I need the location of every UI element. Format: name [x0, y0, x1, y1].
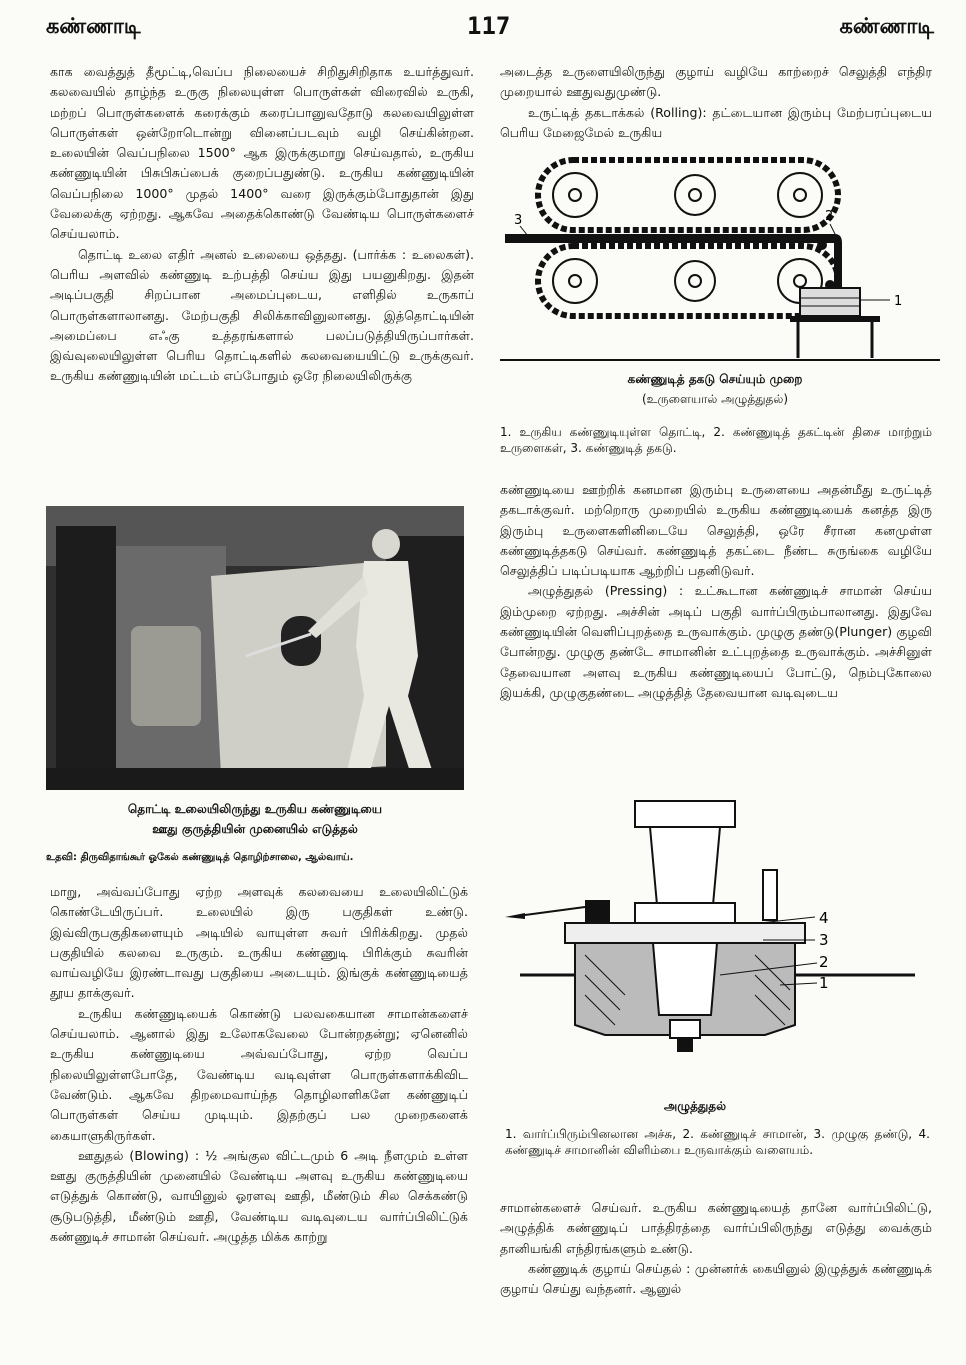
right-column-bottom	[500, 1198, 932, 1299]
furnace-photo	[46, 506, 464, 790]
rolling-caption: கண்ணுடித் தகடு செய்யும் முறை	[627, 372, 803, 386]
running-head-right: கண்ணாடி	[839, 14, 934, 38]
pressing-diagram	[505, 795, 935, 1085]
photo-caption-line2: ஊது குருத்தியின் முனையில் எடுத்தல்	[152, 822, 358, 836]
right-column-middle	[500, 480, 932, 703]
page-number: 117	[467, 12, 511, 40]
furnace-photo-illustration	[46, 506, 464, 790]
running-head-left: கண்ணாடி	[46, 14, 141, 38]
left-column-top	[50, 62, 474, 387]
paragraph: உருகிய கண்ணுடியைக் கொண்டு பலவகையான சாமான்களைச் செய்யலாம். ஆனால் இது உலோகவேலை போன்றதன்று; ஏனெனில் உருகிய கண்ணுடியை அவ்வப்போது, ஏற்ற வெப்ப நிலையிலுள்ளபோதே, வேண்டிய வடிவுள்ள பொருள்களாக்கிவிட வேண்டும். ஆகவே திறமைவாய்ந்த தொழிலாளிகளே கண்ணுடிப் பொருள்கள் செய்ய முடியும். இதற்குப் பல முறைகளைக் கையாளுகிருர்கள்.	[50, 1005, 468, 1143]
pressing-legend: 1. வார்ப்பிரும்பினலான அச்சு, 2. கண்ணுடிச் சாமான், 3. முழுகு தண்டு, 4. கண்ணுடிச் சாமானின் விளிம்பை உருவாக்கும் வளையம்.	[505, 1127, 930, 1157]
paragraph: காக வைத்துத் தீமூட்டி,வெப்ப நிலையைச் சிறிதுசிறிதாக உயர்த்துவர். கலவையில் தாழ்ந்த உருகு நிலையுள்ள பொருள்கள் விரைவில் உருகி, மற்றப் பொருள்களைக் கரைக்கும் கரைப்பானுவதோடு கலவையிலுள்ள பொருள்கள் ஒன்றோடொன்று வினைப்படவும் வழி செய்கின்றன. உலையின் வெப்பநிலை 1500° ஆக இருக்குமாறு செய்வதால், உருகிய கண்ணுடியின் பிசுபிசுப்பைக் குறைப்பதுண்டு. உருகிய கண்ணுடியின் வெப்பநிலை 1000° முதல் 1400° வரை இருக்கும்போதுதான் இது வேலைக்கு ஏற்றது. ஆகவே அதைக்கொண்டு வேண்டிய பொருள்களைச் செய்யலாம்.	[50, 64, 474, 242]
rolling-caption-sub: (உருளையால் அழுத்துதல்)	[641, 392, 789, 406]
paragraph: உருட்டித் தகடாக்கல் (Rolling): தட்டையான இரும்பு மேற்பரப்புடைய பெரிய மேஜைமேல் உருகிய	[500, 104, 932, 140]
pressing-label-3: 3	[819, 931, 829, 949]
paragraph: ஊதுதல் (Blowing) : ½ அங்குல விட்டமும் 6 அடி நீளமும் உள்ள ஊது குருத்தியின் முனையில் வேண்டிய அளவு உருகிய கண்ணுடியை எடுத்துக் கொண்டு, வாயினுல் ஓரளவு ஊதி, மீண்டும் சில செக்கண்டு சூடுபடுத்தி, மீண்டும் ஊதி, வேண்டிய வடிவுடைய வார்ப்பிலிட்டுக் கண்ணுடிச் சாமான் செய்வர். அழுத்த மிக்க காற்று	[50, 1147, 468, 1245]
photo-credit: உதவி: திருவிதாங்கூர் ஓகேல் கண்ணுடித் தொழிற்சாலை, ஆல்வாய்.	[46, 852, 354, 863]
rolling-diagram	[500, 148, 940, 363]
paragraph: அடைத்த உருளையிலிருந்து குழாய் வழியே காற்றைச் செலுத்தி எந்திர முறையால் ஊதுவதுமுண்டு.	[500, 64, 932, 100]
pressing-label-2: 2	[819, 953, 829, 971]
paragraph: கண்ணுடிக் குழாய் செய்தல் : முன்னர்க் கையினுல் இழுத்துக் கண்ணுடிக் குழாய் செய்து வந்தனர். ஆனுல்	[500, 1260, 932, 1297]
left-column-bottom	[50, 882, 468, 1247]
paragraph: மாறு, அவ்வப்போது ஏற்ற அளவுக் கலவையை உலையிலிட்டுக் கொண்டேயிருப்பர். உலையில் இரு பகுதிகள் உண்டு. இவ்விருபகுதிகளையும் அடியில் வாயுள்ள சுவர் பிரிக்கிறது. முதல் பகுதியில் கலவை உருகும். உருகிய கண்ணுடி பிரிக்கும் சுவரின் வாய்வழியே இரண்டாவது பகுதியை அடையும். இங்குக் கண்ணுடியைத் தூய தாக்குவர்.	[50, 884, 468, 1001]
paragraph: கண்ணுடியை ஊற்றிக் கனமான இரும்பு உருளையை அதன்மீது உருட்டித் தகடாக்குவர். மற்றொரு முறையில் உருகிய கண்ணுடியைக் கனத்த இரு இரும்பு உருளைகளினிடையே செலுத்தி, ஒரே சீரான கனமுள்ள கண்ணுடித்தகடு செய்வர். கண்ணுடித் தகட்டை நீண்ட சுருங்கை வழியே செலுத்திப் படிப்படியாக ஆற்றிப் பதனிடுவர்.	[500, 482, 932, 579]
pressing-caption: அழுத்துதல்	[663, 1099, 727, 1113]
photo-caption-line1: தொட்டி உலையிலிருந்து உருகிய கண்ணுடியை	[127, 802, 383, 816]
rolling-label-2: 2	[825, 209, 834, 224]
paragraph: சாமான்களைச் செய்வர். உருகிய கண்ணுடியைத் தானே வார்ப்பிலிட்டு, அழுத்திக் கண்ணுடிப் பாத்திரத்தை வார்ப்பிலிருந்து எடுத்து வைக்கும் தானியங்கி எந்திரங்களும் உண்டு.	[500, 1200, 932, 1256]
pressing-label-4: 4	[819, 909, 829, 927]
pressing-label-1: 1	[819, 974, 829, 992]
paragraph: தொட்டி உலை எதிர் அனல் உலையை ஒத்தது. (பார்க்க : உலைகள்). பெரிய அளவில் கண்ணுடி உற்பத்தி செய்ய இது பயனுகிறது. இதன் அடிப்பகுதி சிறப்பான அமைப்புடைய, எளிதில் உருகாப் பொருள்களாலானது. மேற்பகுதி சிலிக்காவினுலானது. இத்தொட்டியின் அமைப்பை எஃகு உத்தரங்களால் பலப்படுத்தியிருப்பார்கள். இவ்வுலையிலுள்ள பெரிய தொட்டிகளில் கலவையையிட்டு உருக்குவர். உருகிய கண்ணுடியின் மட்டம் எப்போதும் ஒரே நிலையிலிருக்கு	[50, 246, 474, 384]
paragraph: அழுத்துதல் (Pressing) : உட்கூடான கண்ணுடிச் சாமான் செய்ய இம்முறை ஏற்றது. அச்சின் அடிப் பகுதி வார்ப்பிரும்பாலானது. இதுவே கண்ணுடியின் வெளிப்புறத்தை உருவாக்கும். முழுகு தண்டு(Plunger) குழவி போன்றது. முழுகு தண்டே சாமானின் உட்புறத்தை உருவாக்கும். அச்சினுள் தேவையான அளவு உருகிய கண்ணுடியைப் போட்டு, நெம்புகோலை இயக்கி, முழுகுதண்டை அழுத்தித் தேவையான வடிவுடைய	[500, 583, 932, 700]
rolling-label-3: 3	[514, 213, 523, 228]
right-column-top	[500, 62, 932, 143]
rolling-label-1: 1	[894, 294, 903, 309]
rolling-legend: 1. உருகிய கண்ணுடியுள்ள தொட்டி, 2. கண்ணுடித் தகட்டின் திசை மாற்றும் உருளைகள், 3. கண்ணுடித் தகடு.	[500, 425, 932, 455]
